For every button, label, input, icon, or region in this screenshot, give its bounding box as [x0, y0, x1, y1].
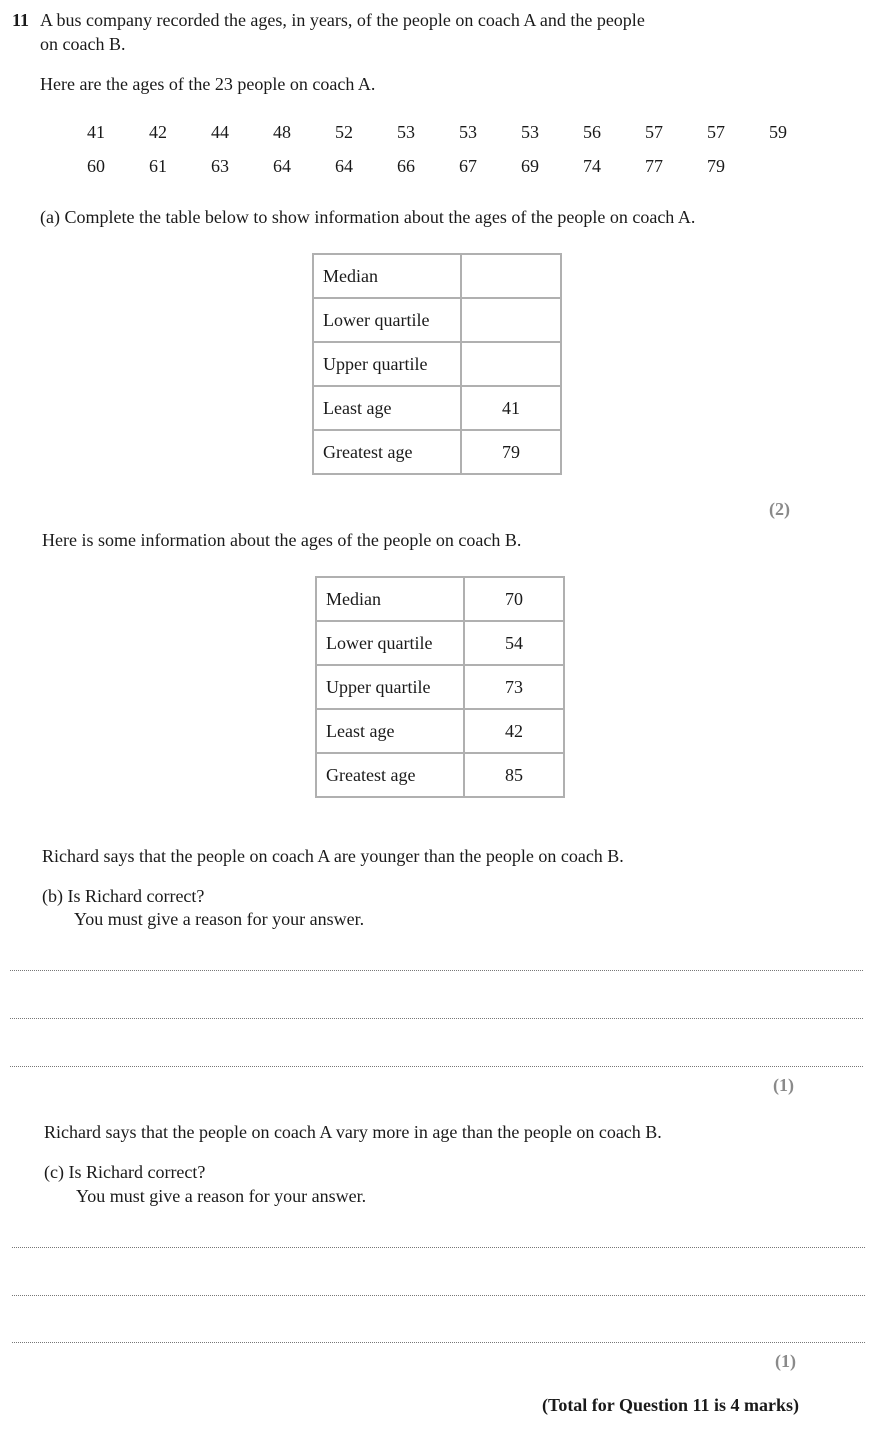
part-c-marks: (1) — [775, 1351, 796, 1371]
age-value: 53 — [397, 122, 415, 142]
age-value: 77 — [645, 156, 663, 176]
part-c-answer-line-2[interactable] — [12, 1295, 865, 1296]
part-a-prompt: (a) Complete the table below to show information about the ages of the people on coach A. — [40, 207, 696, 227]
age-value: 74 — [583, 156, 601, 176]
coach-b-table — [315, 576, 565, 798]
age-value: 57 — [645, 122, 663, 142]
table-label: Least age — [313, 386, 461, 430]
age-value: 52 — [335, 122, 353, 142]
age-value: 53 — [521, 122, 539, 142]
table-value: 79 — [461, 430, 561, 474]
table-value: 73 — [464, 665, 564, 709]
lower-quartile-answer-cell[interactable] — [461, 298, 561, 342]
table-label: Greatest age — [313, 430, 461, 474]
part-c-statement: Richard says that the people on coach A vary more in age than the people on coach B. — [44, 1122, 662, 1142]
part-b-instruction: You must give a reason for your answer. — [74, 909, 365, 929]
table-value: 54 — [464, 621, 564, 665]
table-value: 42 — [464, 709, 564, 753]
age-value: 64 — [273, 156, 291, 176]
table-label: Greatest age — [316, 753, 464, 797]
table-row — [316, 577, 564, 621]
table-label: Median — [313, 254, 461, 298]
total-marks: (Total for Question 11 is 4 marks) — [541, 1395, 799, 1415]
table-label: Upper quartile — [313, 342, 461, 386]
table-row — [313, 298, 561, 342]
question-intro-line2: on coach B. — [40, 34, 126, 54]
table-row — [316, 665, 564, 709]
question-number: 11 — [12, 10, 30, 30]
table-label: Upper quartile — [316, 665, 464, 709]
age-value: 60 — [87, 156, 105, 176]
table-row — [316, 709, 564, 753]
age-value: 61 — [149, 156, 167, 176]
age-value: 48 — [273, 122, 291, 142]
table-row — [313, 254, 561, 298]
part-c-prompt: (c) Is Richard correct? — [44, 1162, 206, 1182]
age-value: 44 — [211, 122, 229, 142]
table-row — [313, 342, 561, 386]
median-answer-cell[interactable] — [461, 254, 561, 298]
table-label: Median — [316, 577, 464, 621]
part-b-statement: Richard says that the people on coach A are younger than the people on coach B. — [42, 846, 624, 866]
part-c-answer-line-1[interactable] — [12, 1247, 865, 1248]
age-value: 41 — [87, 122, 105, 142]
age-value: 67 — [459, 156, 477, 176]
table-label: Least age — [316, 709, 464, 753]
age-value: 42 — [149, 122, 167, 142]
part-a-marks: (2) — [769, 499, 790, 519]
table-row — [316, 621, 564, 665]
part-b-prompt: (b) Is Richard correct? — [42, 886, 205, 906]
age-value: 69 — [521, 156, 539, 176]
part-b-marks: (1) — [773, 1075, 794, 1095]
upper-quartile-answer-cell[interactable] — [461, 342, 561, 386]
age-value: 79 — [707, 156, 725, 176]
age-value: 63 — [211, 156, 229, 176]
table-row — [313, 430, 561, 474]
age-value: 59 — [769, 122, 787, 142]
age-value: 53 — [459, 122, 477, 142]
part-c-answer-line-3[interactable] — [12, 1342, 865, 1343]
part-b-answer-line-1[interactable] — [10, 970, 863, 971]
age-value: 64 — [335, 156, 353, 176]
table-row — [313, 386, 561, 430]
age-value: 57 — [707, 122, 725, 142]
age-value: 56 — [583, 122, 601, 142]
question-intro-line1: A bus company recorded the ages, in years, of the people on coach A and the people — [40, 10, 645, 30]
table-label: Lower quartile — [316, 621, 464, 665]
table-value: 70 — [464, 577, 564, 621]
coach-a-intro: Here are the ages of the 23 people on coach A. — [40, 74, 376, 94]
coach-b-intro: Here is some information about the ages of the people on coach B. — [42, 530, 522, 550]
age-value: 66 — [397, 156, 415, 176]
table-value: 85 — [464, 753, 564, 797]
part-c-instruction: You must give a reason for your answer. — [76, 1186, 367, 1206]
part-b-answer-line-3[interactable] — [10, 1066, 863, 1067]
table-value: 41 — [461, 386, 561, 430]
part-b-answer-line-2[interactable] — [10, 1018, 863, 1019]
table-label: Lower quartile — [313, 298, 461, 342]
table-row — [316, 753, 564, 797]
coach-a-table — [312, 253, 562, 475]
